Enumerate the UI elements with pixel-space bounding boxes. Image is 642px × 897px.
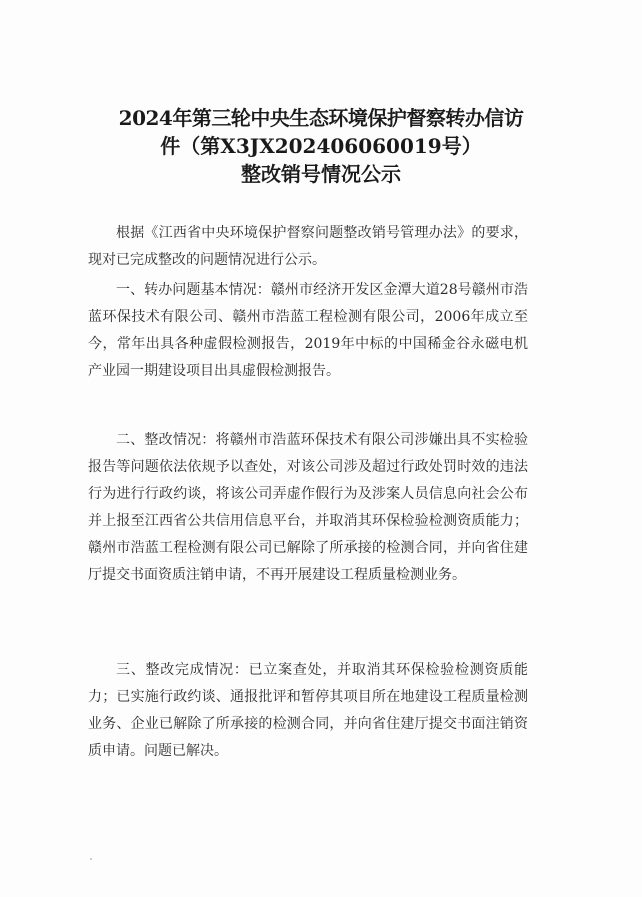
paragraph-rectification-text: 二、整改情况：将赣州市浩蓝环保技术有限公司涉嫌出具不实检验报告等问题依法依规予以查处，对该公司涉及超过行政处罚时效的违法行为进行行政约谈，将该公司弄虚作假行为及涉案人员信息向社会公布并上报至江西省公共信用信息平台，并取消其环保检验检测资质能力；赣州市浩蓝工程检测有限公司已解除了所承接的检测合同，并向省住建厅提交书面资质注销申请，不再开展建设工程质量检测业务。	[88, 432, 528, 583]
document-title-line-3: 整改销号情况公示	[241, 162, 401, 186]
paragraph-completion	[88, 657, 528, 765]
paragraph-intro-text: 根据《江西省中央环境保护督察问题整改销号管理办法》的要求，现对已完成整改的问题情况进行公示。	[88, 225, 528, 268]
paragraph-basic-situation	[88, 277, 528, 385]
document-title-line-2: 件（第X3JX202406060019号）	[160, 134, 482, 158]
paragraph-basic-situation-text: 一、转办问题基本情况：赣州市经济开发区金潭大道28号赣州市浩蓝环保技术有限公司、赣州市浩蓝工程检测有限公司，2006年成立至今，常年出具各种虚假检测报告，2019年中标的中国稀金谷永磁电机产业园一期建设项目出具虚假检测报告。	[88, 282, 528, 379]
paragraph-intro	[88, 220, 528, 274]
paragraph-rectification	[88, 427, 528, 589]
scan-speck	[90, 858, 92, 860]
document-title-line-1: 2024年第三轮中央生态环境保护督察转办信访	[118, 106, 524, 130]
paragraph-completion-text: 三、整改完成情况：已立案查处，并取消其环保检验检测资质能力；已实施行政约谈、通报批评和暂停其项目所在地建设工程质量检测业务、企业已解除了所承接的检测合同，并向省住建厅提交书面注销资质申请。问题已解决。	[88, 662, 528, 759]
